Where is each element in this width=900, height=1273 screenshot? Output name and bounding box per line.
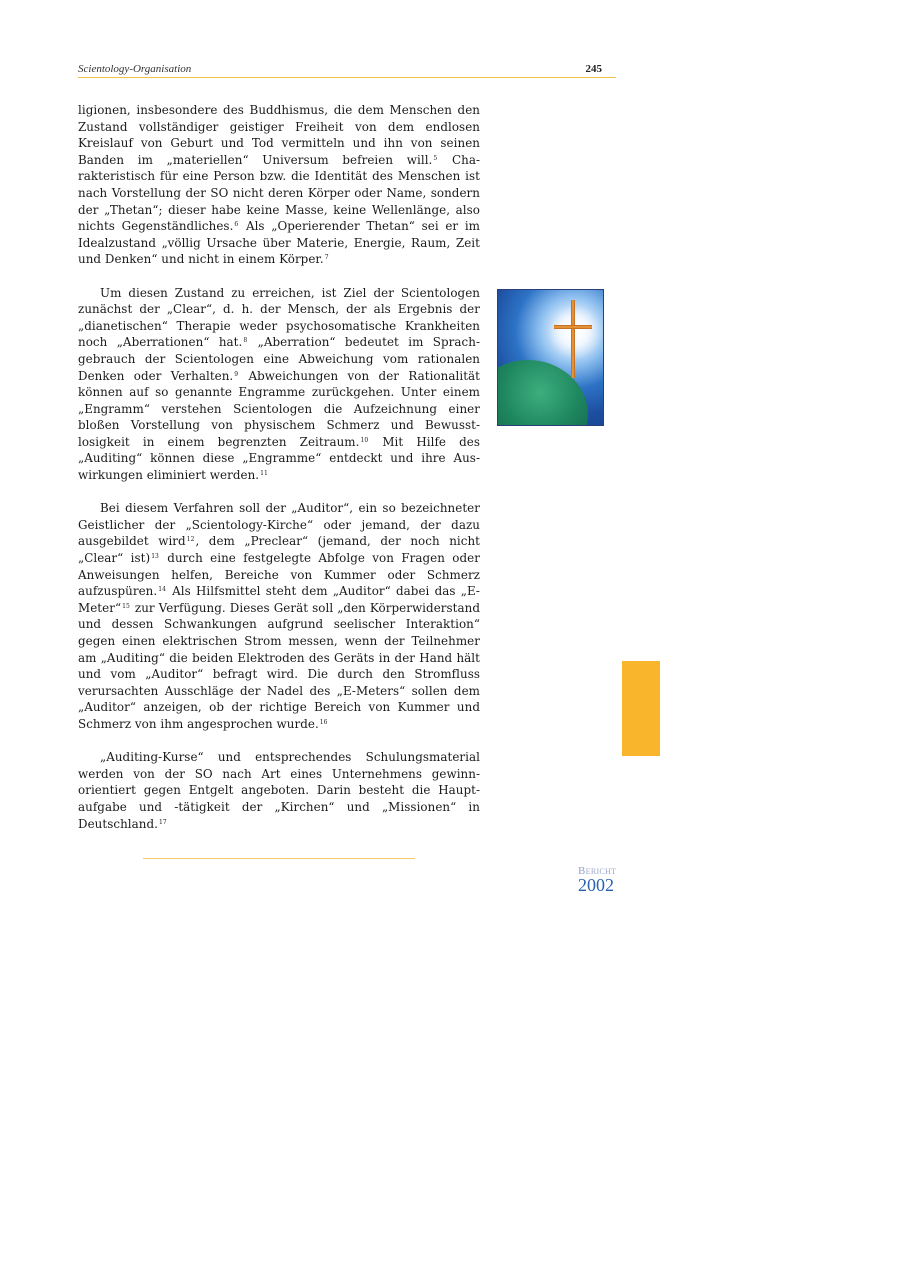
paragraph-text: Charakteristisch für eine Person bzw. die Identität des Menschen ist nach Vorstellung der SO nicht deren Körper oder Name, sondern der „Thetan“; dieser habe keine Masse, keine Wellenlänge, also nichts Gegenständliches.	[78, 152, 480, 234]
paragraph-text: Als Hilfsmittel steht dem „Auditor“ dabei das „E-Meter“	[78, 584, 480, 615]
footnote-marker: 8	[243, 337, 248, 345]
paragraph-text: „Aberration“ bedeutet im Sprachgebrauch der Scientologen eine Abweichung vom rationalen Denken oder Verhalten.	[78, 335, 480, 383]
paragraph-text: ligionen, insbesondere des Buddhismus, die dem Menschen den Zustand vollständiger geistiger Freiheit von dem endlosen Kreislauf von Geburt und Tod vermitteln und ihn von seinen Banden im „materiellen“ Universum befreien will.	[78, 103, 480, 167]
paragraph-text: zur Verfügung. Dieses Gerät soll „den Körperwiderstand und dessen Schwankungen aufgrund seelischer Interaktion“ gegen einen elektrischen Strom messen, wenn der Teilnehmer am „Auditing“ die beiden Elektroden des Geräts in der Hand hält und vom „Auditor“ befragt wird. Die durch den Stromfluss verursachten Ausschläge der Nadel des „E-Meters“ sollen dem „Auditor“ anzeigen, ob der richtige Bereich von Kummer und Schmerz von ihm angesprochen wurde.	[78, 600, 480, 731]
paragraph-text: Um diesen Zustand zu erreichen, ist Ziel der Scientologen zunächst der „Clear“, d. h. der Mensch, der als Ergebnis der „dianetischen“ Therapie weder psychosomatische Krankheiten noch „Aberrationen“ hat.	[78, 285, 480, 350]
footer-divider	[143, 858, 415, 859]
section-marker-tab	[622, 661, 660, 756]
footnote-marker: 12	[186, 536, 195, 544]
paragraph-text: „Auditing-Kurse“ und entsprechendes Schulungsmaterial werden von der SO nach Art eines Unternehmens gewinnorientiert gegen Entgelt angeboten. Darin besteht die Hauptaufgabe und -tätigkeit der „Kirchen“ und „Missionen“ in Deutschland.	[78, 750, 480, 831]
footnote-marker: 5	[433, 154, 438, 162]
paragraph-text: Bei diesem Verfahren soll der „Auditor“, ein so bezeichneter Geistlicher der „Scientology-Kirche“ oder jemand, der dazu ausgebildet wird	[78, 501, 480, 549]
brand-word: Bericht	[578, 865, 617, 877]
running-header	[78, 63, 616, 78]
cross-bar	[554, 325, 592, 329]
footnote-marker: 6	[234, 221, 239, 229]
footnote-marker: 17	[158, 818, 167, 826]
report-brand	[578, 866, 616, 893]
cross-globe-illustration	[497, 289, 604, 426]
footnote-marker: 9	[234, 370, 239, 378]
paragraph-text: Als „Operierender Thetan“ sei er im Idealzustand „völlig Ursache über Materie, Energie, Raum, Zeit und Denken“ und nicht in einem Körper.	[78, 219, 481, 267]
paragraph	[78, 285, 480, 484]
paragraph-text: Mit Hilfe des „Auditing“ können diese „Engramme“ entdeckt und ihre Auswirkungen eliminiert werden.	[78, 434, 480, 483]
footnote-marker: 14	[158, 586, 166, 594]
light-glow	[548, 305, 603, 360]
paragraph-text: Abweichungen von der Rationalität können auf so genannte Engramme zurückgehen. Unter einem „Engramm“ verstehen Scientologen die Aufzeichnung einer bloßen Vorstellung von physischem Schmerz und Bewusstlosigkeit in einem begrenzten Zeitraum.	[78, 368, 480, 449]
page-number: 245	[585, 63, 602, 75]
footnote-marker: 13	[151, 553, 159, 561]
cross-icon	[571, 300, 575, 378]
paragraph-text: durch eine festgelegte Abfolge von Fragen oder Anweisungen helfen, Bereiche von Kummer oder Schmerz aufzuspüren.	[78, 551, 480, 599]
footnote-marker: 7	[324, 254, 329, 262]
brand-year: 2002	[578, 875, 614, 895]
footnote-marker: 15	[122, 602, 130, 610]
footnote-marker: 10	[360, 436, 369, 444]
paragraph	[78, 500, 480, 732]
paragraph	[78, 749, 480, 832]
paragraph	[78, 102, 480, 268]
running-title: Scientology-Organisation	[78, 63, 192, 75]
footnote-marker: 11	[260, 470, 268, 478]
paragraph-text: , dem „Preclear“ (jemand, der noch nicht „Clear“ ist)	[78, 534, 481, 566]
footnote-marker: 16	[319, 718, 328, 726]
body-text-column	[78, 102, 480, 849]
